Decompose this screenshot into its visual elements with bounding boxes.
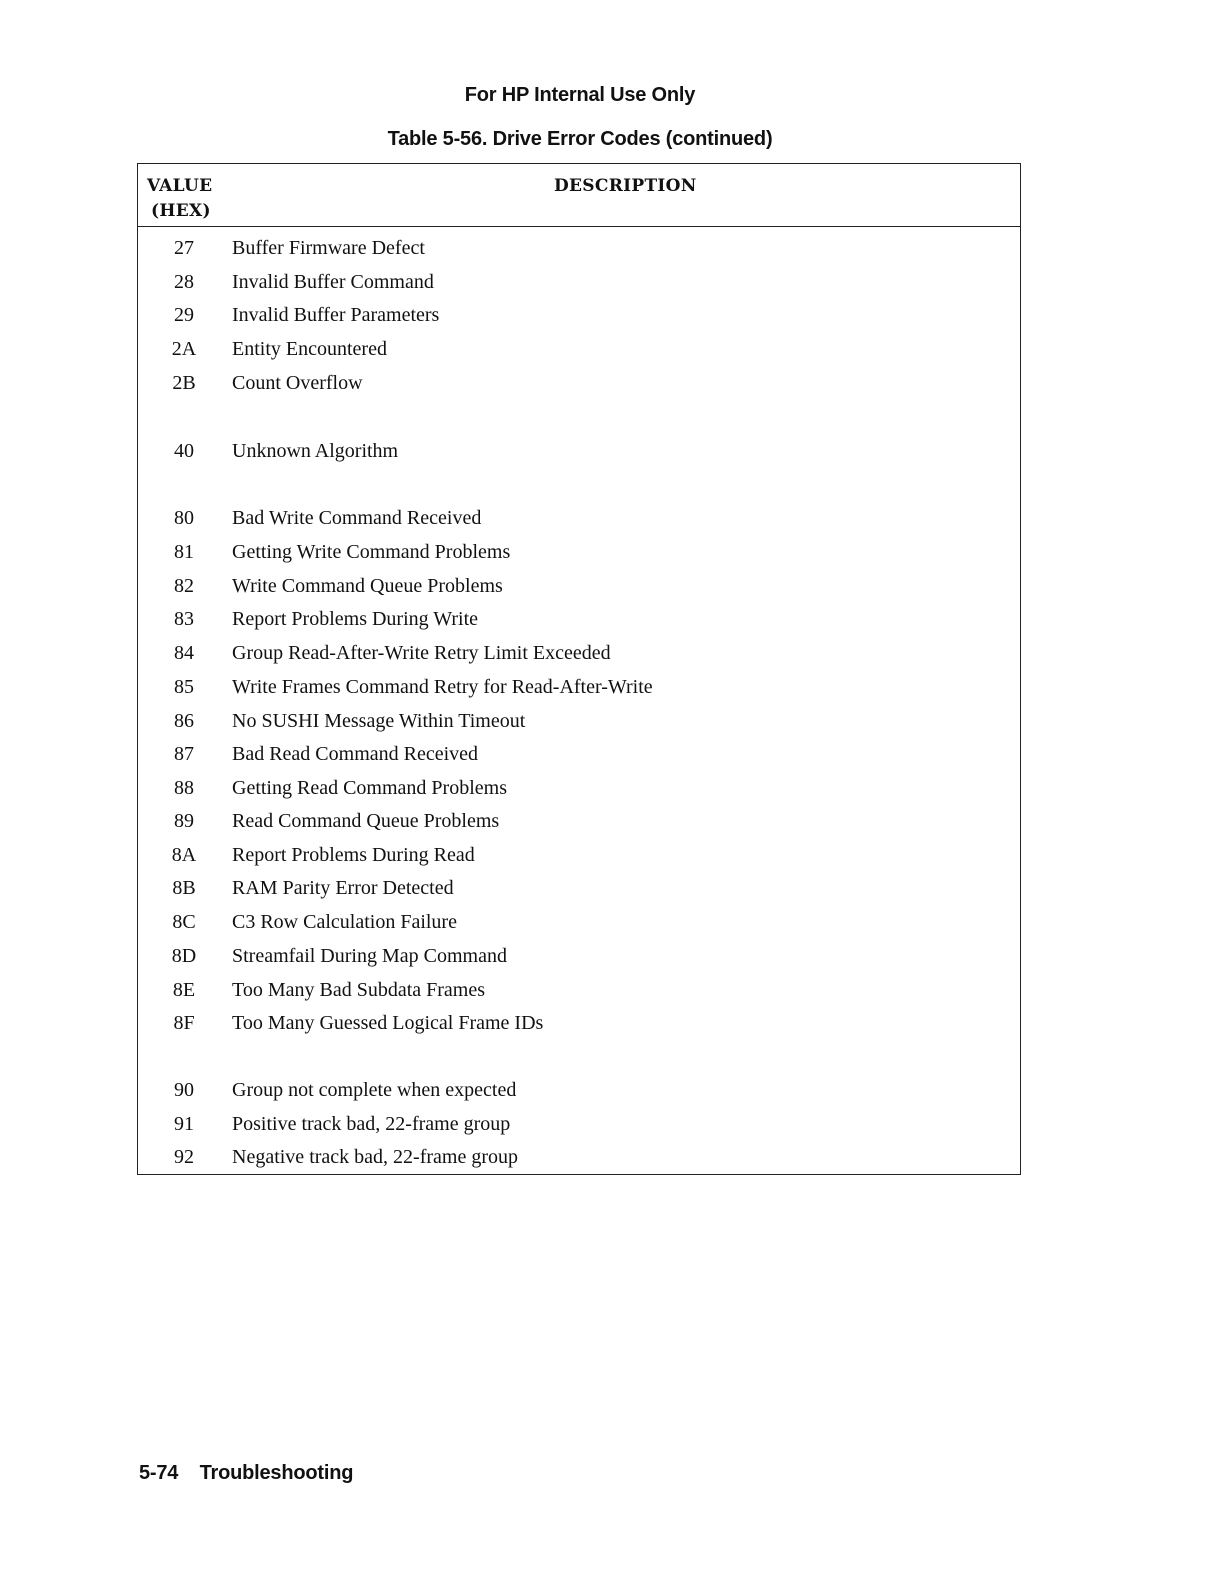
error-code: 88 xyxy=(174,777,194,799)
error-description: Group not complete when expected xyxy=(232,1079,517,1101)
error-description: Entity Encountered xyxy=(232,338,387,360)
error-description: RAM Parity Error Detected xyxy=(232,877,454,899)
error-description: Count Overflow xyxy=(232,372,363,394)
error-description: Bad Write Command Received xyxy=(232,507,482,529)
table-row xyxy=(137,907,1021,937)
table-row xyxy=(137,638,1021,668)
table-row xyxy=(137,1008,1021,1038)
error-description: No SUSHI Message Within Timeout xyxy=(232,710,526,732)
error-code: 40 xyxy=(174,440,194,462)
error-code: 92 xyxy=(174,1146,194,1168)
page-footer xyxy=(139,1462,353,1485)
column-header-description: DESCRIPTION xyxy=(554,176,697,196)
error-description: C3 Row Calculation Failure xyxy=(232,911,457,933)
error-code: 91 xyxy=(174,1113,194,1135)
error-code: 29 xyxy=(174,304,194,326)
error-description: Report Problems During Read xyxy=(232,844,475,866)
error-description: Streamfail During Map Command xyxy=(232,945,507,967)
page-number: 5-74 xyxy=(139,1462,179,1484)
table-row xyxy=(137,739,1021,769)
table-row xyxy=(137,840,1021,870)
error-code: 86 xyxy=(174,710,194,732)
column-header-value xyxy=(147,174,212,224)
error-code: 8D xyxy=(171,945,197,967)
error-code: 81 xyxy=(174,541,194,563)
table-row xyxy=(137,1109,1021,1139)
table-row xyxy=(137,368,1021,398)
table-row xyxy=(137,806,1021,836)
table-row xyxy=(137,1142,1021,1172)
internal-use-notice: For HP Internal Use Only xyxy=(464,84,696,106)
table-row xyxy=(137,1075,1021,1105)
error-code: 89 xyxy=(174,810,194,832)
error-description: Getting Read Command Problems xyxy=(232,777,507,799)
table-row xyxy=(137,300,1021,330)
error-code: 87 xyxy=(174,743,194,765)
error-description: Buffer Firmware Defect xyxy=(232,237,425,259)
error-description: Group Read-After-Write Retry Limit Exceeded xyxy=(232,642,611,664)
table-title: Table 5-56. Drive Error Codes (continued) xyxy=(387,128,773,150)
error-description: Report Problems During Write xyxy=(232,608,479,630)
table-header-divider xyxy=(137,226,1021,227)
table-row xyxy=(137,672,1021,702)
column-header-value-line1: VALUE xyxy=(147,176,213,196)
error-description: Getting Write Command Problems xyxy=(232,541,511,563)
error-code: 82 xyxy=(174,575,194,597)
table-row xyxy=(137,571,1021,601)
error-description: Positive track bad, 22-frame group xyxy=(232,1113,511,1135)
error-code: 8F xyxy=(173,1012,195,1034)
error-description: Invalid Buffer Parameters xyxy=(232,304,440,326)
table-row xyxy=(137,537,1021,567)
error-code: 27 xyxy=(174,237,194,259)
error-description: Too Many Guessed Logical Frame IDs xyxy=(232,1012,544,1034)
table-row xyxy=(137,706,1021,736)
table-row xyxy=(137,267,1021,297)
error-description: Write Command Queue Problems xyxy=(232,575,503,597)
table-row xyxy=(137,334,1021,364)
error-code: 80 xyxy=(174,507,194,529)
table-row xyxy=(137,941,1021,971)
error-code: 84 xyxy=(174,642,194,664)
table-row xyxy=(137,873,1021,903)
error-description: Read Command Queue Problems xyxy=(232,810,500,832)
table-row xyxy=(137,503,1021,533)
error-code: 28 xyxy=(174,271,194,293)
table-row xyxy=(137,773,1021,803)
error-description: Unknown Algorithm xyxy=(232,440,399,462)
table-row xyxy=(137,975,1021,1005)
error-code: 8B xyxy=(172,877,196,899)
error-code: 8E xyxy=(172,979,196,1001)
error-code: 85 xyxy=(174,676,194,698)
error-code: 2A xyxy=(171,338,197,360)
table-row xyxy=(137,436,1021,466)
section-name: Troubleshooting xyxy=(199,1462,354,1484)
error-code: 2B xyxy=(172,372,196,394)
error-code: 8C xyxy=(172,911,196,933)
table-row xyxy=(137,604,1021,634)
error-code: 90 xyxy=(174,1079,194,1101)
table-row xyxy=(137,233,1021,263)
error-code: 83 xyxy=(174,608,194,630)
error-code: 8A xyxy=(171,844,197,866)
column-header-value-line2: (HEX) xyxy=(151,201,211,221)
error-description: Too Many Bad Subdata Frames xyxy=(232,979,486,1001)
error-description: Write Frames Command Retry for Read-After-Write xyxy=(232,676,653,698)
error-description: Bad Read Command Received xyxy=(232,743,479,765)
error-description: Invalid Buffer Command xyxy=(232,271,434,293)
error-description: Negative track bad, 22-frame group xyxy=(232,1146,518,1168)
